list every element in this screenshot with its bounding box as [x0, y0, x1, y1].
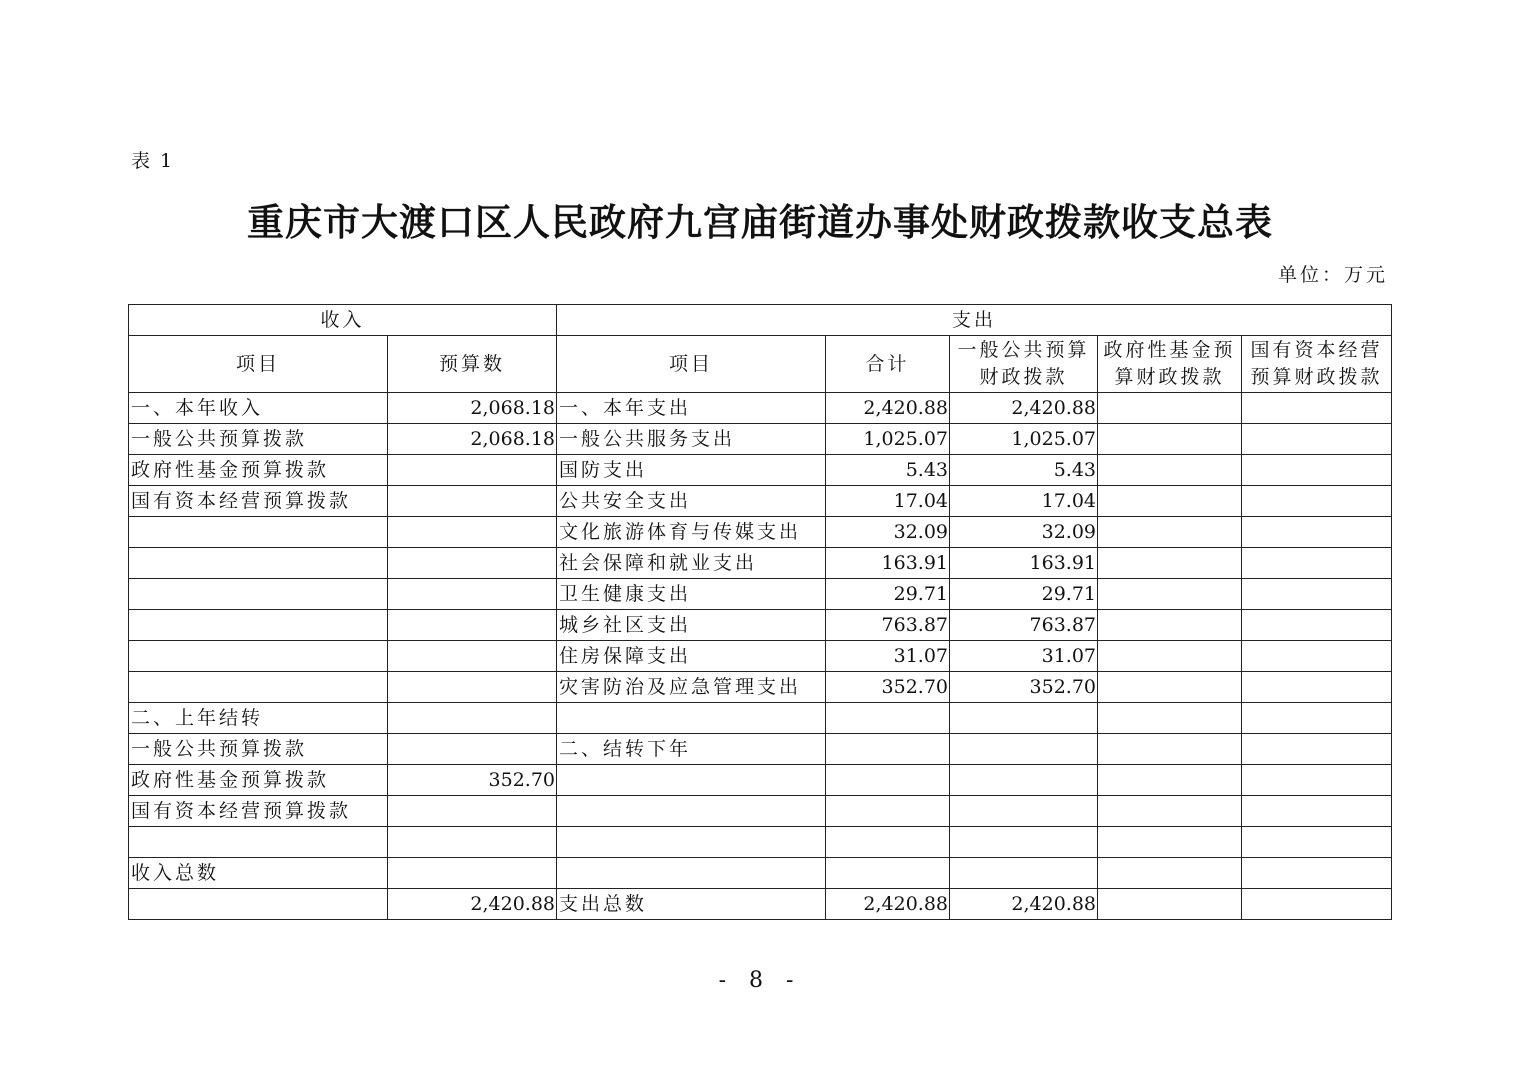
gov-fund-cell [1098, 827, 1242, 858]
income-item-cell [129, 579, 388, 610]
income-amount-cell [388, 827, 557, 858]
header-row-columns [129, 336, 1392, 393]
state-capital-cell [1242, 641, 1392, 672]
table-row [129, 486, 1392, 517]
general-budget-cell [950, 703, 1098, 734]
header-income: 收入 [129, 305, 557, 336]
table-row [129, 796, 1392, 827]
gov-fund-cell [1098, 672, 1242, 703]
general-budget-cell: 29.71 [950, 579, 1098, 610]
income-amount-cell [388, 734, 557, 765]
table-row [129, 827, 1392, 858]
table-row [129, 889, 1392, 920]
gov-fund-cell [1098, 641, 1242, 672]
gov-fund-cell [1098, 734, 1242, 765]
total-cell: 352.70 [826, 672, 950, 703]
income-item-cell: 一般公共预算拨款 [129, 424, 388, 455]
expense-item-cell [557, 827, 826, 858]
income-item-cell: 国有资本经营预算拨款 [129, 796, 388, 827]
table-row [129, 641, 1392, 672]
header-general-budget: 一般公共预算财政拨款 [950, 336, 1098, 393]
header-income-budget: 预算数 [388, 336, 557, 393]
state-capital-cell [1242, 517, 1392, 548]
state-capital-cell [1242, 672, 1392, 703]
state-capital-cell [1242, 424, 1392, 455]
income-amount-cell [388, 517, 557, 548]
income-item-cell [129, 641, 388, 672]
gov-fund-cell [1098, 703, 1242, 734]
header-income-item: 项目 [129, 336, 388, 393]
general-budget-cell: 763.87 [950, 610, 1098, 641]
income-amount-cell: 2,068.18 [388, 424, 557, 455]
expense-item-cell [557, 703, 826, 734]
page-title: 重庆市大渡口区人民政府九宫庙街道办事处财政拨款收支总表 [247, 200, 1273, 244]
header-gov-fund: 政府性基金预算财政拨款 [1098, 336, 1242, 393]
page-number: - 8 - [718, 968, 802, 993]
total-cell: 1,025.07 [826, 424, 950, 455]
income-amount-cell: 2,068.18 [388, 393, 557, 424]
income-item-cell [129, 827, 388, 858]
expense-item-cell: 二、结转下年 [557, 734, 826, 765]
header-total: 合计 [826, 336, 950, 393]
budget-table [128, 304, 1392, 920]
table-row [129, 672, 1392, 703]
expense-item-cell: 支出总数 [557, 889, 826, 920]
income-amount-cell [388, 796, 557, 827]
gov-fund-cell [1098, 610, 1242, 641]
table-row [129, 517, 1392, 548]
general-budget-cell [950, 765, 1098, 796]
general-budget-cell: 32.09 [950, 517, 1098, 548]
gov-fund-cell [1098, 455, 1242, 486]
general-budget-cell: 2,420.88 [950, 393, 1098, 424]
state-capital-cell [1242, 610, 1392, 641]
expense-item-cell: 社会保障和就业支出 [557, 548, 826, 579]
general-budget-cell: 163.91 [950, 548, 1098, 579]
income-item-cell: 国有资本经营预算拨款 [129, 486, 388, 517]
state-capital-cell [1242, 486, 1392, 517]
header-expense: 支出 [557, 305, 1392, 336]
total-cell: 17.04 [826, 486, 950, 517]
header-state-capital: 国有资本经营预算财政拨款 [1242, 336, 1392, 393]
state-capital-cell [1242, 703, 1392, 734]
expense-item-cell [557, 796, 826, 827]
expense-item-cell: 城乡社区支出 [557, 610, 826, 641]
gov-fund-cell [1098, 765, 1242, 796]
table-row [129, 858, 1392, 889]
expense-item-cell: 住房保障支出 [557, 641, 826, 672]
header-expense-item: 项目 [557, 336, 826, 393]
expense-item-cell: 卫生健康支出 [557, 579, 826, 610]
total-cell: 2,420.88 [826, 393, 950, 424]
income-item-cell [129, 548, 388, 579]
gov-fund-cell [1098, 486, 1242, 517]
state-capital-cell [1242, 734, 1392, 765]
general-budget-cell [950, 858, 1098, 889]
total-cell [826, 734, 950, 765]
income-item-cell [129, 889, 388, 920]
income-amount-cell [388, 610, 557, 641]
general-budget-cell: 2,420.88 [950, 889, 1098, 920]
state-capital-cell [1242, 765, 1392, 796]
general-budget-cell: 31.07 [950, 641, 1098, 672]
income-amount-cell: 2,420.88 [388, 889, 557, 920]
gov-fund-cell [1098, 889, 1242, 920]
expense-item-cell [557, 858, 826, 889]
income-amount-cell [388, 486, 557, 517]
unit-label: 单位：万元 [1277, 264, 1388, 286]
total-cell: 31.07 [826, 641, 950, 672]
general-budget-cell [950, 796, 1098, 827]
general-budget-cell [950, 734, 1098, 765]
income-amount-cell [388, 641, 557, 672]
income-item-cell [129, 672, 388, 703]
state-capital-cell [1242, 548, 1392, 579]
income-amount-cell [388, 548, 557, 579]
total-cell [826, 765, 950, 796]
expense-item-cell: 国防支出 [557, 455, 826, 486]
state-capital-cell [1242, 796, 1392, 827]
total-cell: 5.43 [826, 455, 950, 486]
table-row [129, 455, 1392, 486]
income-amount-cell [388, 858, 557, 889]
general-budget-cell: 17.04 [950, 486, 1098, 517]
state-capital-cell [1242, 579, 1392, 610]
income-item-cell: 一、本年收入 [129, 393, 388, 424]
table-row [129, 703, 1392, 734]
expense-item-cell: 一、本年支出 [557, 393, 826, 424]
total-cell: 2,420.88 [826, 889, 950, 920]
gov-fund-cell [1098, 548, 1242, 579]
income-item-cell [129, 517, 388, 548]
expense-item-cell: 一般公共服务支出 [557, 424, 826, 455]
total-cell: 763.87 [826, 610, 950, 641]
total-cell: 163.91 [826, 548, 950, 579]
gov-fund-cell [1098, 858, 1242, 889]
state-capital-cell [1242, 827, 1392, 858]
table-row [129, 610, 1392, 641]
income-item-cell: 政府性基金预算拨款 [129, 765, 388, 796]
total-cell [826, 796, 950, 827]
table-label: 表 1 [131, 150, 175, 172]
gov-fund-cell [1098, 579, 1242, 610]
table-row [129, 393, 1392, 424]
general-budget-cell: 352.70 [950, 672, 1098, 703]
income-item-cell: 一般公共预算拨款 [129, 734, 388, 765]
income-amount-cell [388, 455, 557, 486]
income-amount-cell [388, 703, 557, 734]
expense-item-cell [557, 765, 826, 796]
table-row [129, 765, 1392, 796]
gov-fund-cell [1098, 393, 1242, 424]
gov-fund-cell [1098, 517, 1242, 548]
income-amount-cell [388, 579, 557, 610]
header-row-sections [129, 305, 1392, 336]
gov-fund-cell [1098, 424, 1242, 455]
table-row [129, 548, 1392, 579]
total-cell: 29.71 [826, 579, 950, 610]
total-cell [826, 858, 950, 889]
general-budget-cell: 5.43 [950, 455, 1098, 486]
income-amount-cell [388, 672, 557, 703]
table-row [129, 424, 1392, 455]
state-capital-cell [1242, 393, 1392, 424]
general-budget-cell [950, 827, 1098, 858]
state-capital-cell [1242, 889, 1392, 920]
income-item-cell: 收入总数 [129, 858, 388, 889]
income-amount-cell: 352.70 [388, 765, 557, 796]
state-capital-cell [1242, 455, 1392, 486]
gov-fund-cell [1098, 796, 1242, 827]
expense-item-cell: 文化旅游体育与传媒支出 [557, 517, 826, 548]
income-item-cell: 政府性基金预算拨款 [129, 455, 388, 486]
total-cell [826, 827, 950, 858]
expense-item-cell: 公共安全支出 [557, 486, 826, 517]
total-cell [826, 703, 950, 734]
expense-item-cell: 灾害防治及应急管理支出 [557, 672, 826, 703]
general-budget-cell: 1,025.07 [950, 424, 1098, 455]
income-item-cell: 二、上年结转 [129, 703, 388, 734]
total-cell: 32.09 [826, 517, 950, 548]
state-capital-cell [1242, 858, 1392, 889]
table-row [129, 734, 1392, 765]
income-item-cell [129, 610, 388, 641]
table-row [129, 579, 1392, 610]
